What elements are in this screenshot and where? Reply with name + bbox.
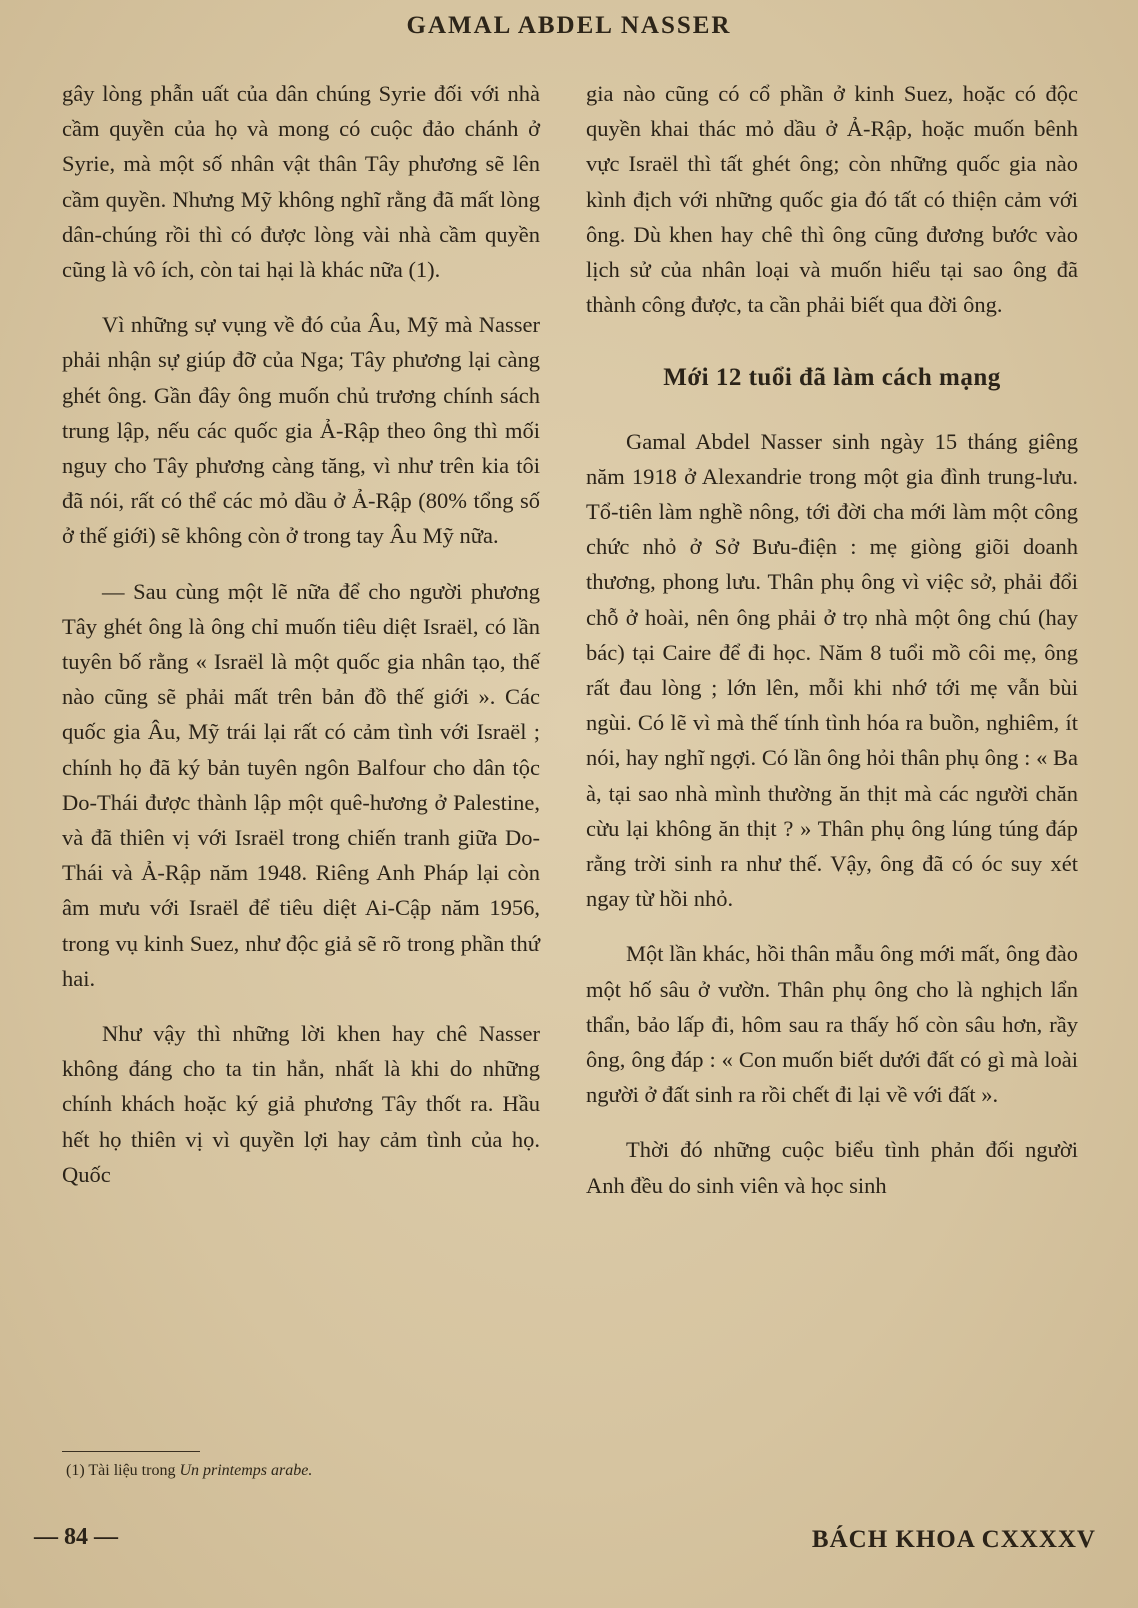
paragraph: Như vậy thì những lời khen hay chê Nasser không đáng cho ta tin hẳn, nhất là khi do những chính khách hoặc ký giả phương Tây thốt ra. Hầu hết họ thiên vị vì quyền lợi hay cảm tình của họ. Quốc [62, 1021, 540, 1187]
paragraph: Thời đó những cuộc biểu tình phản đối người Anh đều do sinh viên và học sinh [586, 1137, 1078, 1198]
paragraph: — Sau cùng một lẽ nữa để cho người phương Tây ghét ông là ông chỉ muốn tiêu diệt Israël, có lần tuyên bố rằng « Israël là một quốc gia nhân tạo, thế nào cũng sẽ phải mất trên bản đồ thế giới ». Các quốc gia Âu, Mỹ trái lại rất có cảm tình với Israël ; chính họ đã ký bản tuyên ngôn Balfour cho dân tộc Do-Thái được thành lập một quê-hương ở Palestine, và đã thiên vị với Israël trong chiến tranh giữa Do-Thái và Ả-Rập năm 1948. Riêng Anh Pháp lại còn âm mưu với Israël để tiêu diệt Ai-Cập năm 1956, trong vụ kinh Suez, như độc giả sẽ rõ trong phần thứ hai. [62, 578, 540, 991]
paragraph: gây lòng phẫn uất của dân chúng Syrie đối với nhà cầm quyền của họ và mong có cuộc đảo chánh ở Syrie, mà một số nhân vật thân Tây phương sẽ lên cầm quyền. Nhưng Mỹ không nghĩ rằng đã mất lòng dân-chúng rồi thì có được lòng vài nhà cầm quyền cũng là vô ích, còn tai hại là khác nữa (1). [62, 81, 540, 283]
paragraph: Gamal Abdel Nasser sinh ngày 15 tháng giêng năm 1918 ở Alexandrie trong một gia đình trung-lưu. Tổ-tiên làm nghề nông, tới đời cha mới làm một công chức nhỏ ở Sở Bưu-điện : mẹ giòng giõi doanh thương, phong lưu. Thân phụ ông vì việc sở, phải đổi chỗ ở hoài, nên ông phải ở trọ nhà một ông chú (hay bác) tại Caire để đi học. Năm 8 tuổi mồ côi mẹ, ông rất đau lòng ; lớn lên, mỗi khi nhớ tới mẹ vẫn bùi ngùi. Có lẽ vì mà thế tính tình hóa ra buồn, nghiêm, ít nói, hay nghĩ ngợi. Có lần ông hỏi thân phụ ông : « Ba à, tại sao nhà mình thường ăn thịt mà các người chăn cừu lại không ăn thịt ? » Thân phụ ông lúng túng đáp rằng trời sinh ra như thế. Vậy, ông đã có óc suy xét ngay từ hồi nhỏ. [586, 428, 1078, 912]
section-heading: Mới 12 tuổi đã làm cách mạng [663, 364, 1001, 392]
running-title: GAMAL ABDEL NASSER [406, 12, 732, 39]
footnote-divider [62, 1451, 200, 1452]
footnote-source-title: Un printemps arabe. [179, 1462, 313, 1479]
page-number: — 84 — [34, 1524, 118, 1550]
journal-issue: BÁCH KHOA CXXXXV [811, 1526, 1096, 1553]
right-column [586, 76, 1078, 1223]
left-column [62, 76, 540, 1212]
paragraph: Vì những sự vụng về đó của Âu, Mỹ mà Nasser phải nhận sự giúp đỡ của Nga; Tây phương lại càng ghét ông. Gần đây ông muốn chủ trương chính sách trung lập, nếu các quốc gia Ả-Rập theo ông thì mối nguy cho Tây phương càng tăng, vì như trên kia tôi đã nói, rất có thể các mỏ dầu ở Ả-Rập (80% tổng số ở thế giới) sẽ không còn ở trong tay Âu Mỹ nữa. [62, 312, 540, 549]
footnote [66, 1462, 312, 1480]
paragraph: Một lần khác, hồi thân mẫu ông mới mất, ông đào một hố sâu ở vườn. Thân phụ ông cho là nghịch lẩn thẩn, bảo lấp đi, hôm sau ra thấy hố còn sâu hơn, rầy ông, ông đáp : « Con muốn biết dưới đất có gì mà loài người ở đất sinh ra rồi chết đi lại về với đất ». [586, 941, 1078, 1108]
footnote-text: (1) Tài liệu trong [66, 1462, 176, 1479]
paragraph: gia nào cũng có cổ phần ở kinh Suez, hoặc có độc quyền khai thác mỏ dầu ở Ả-Rập, hoặc muốn bênh vực Israël thì tất ghét ông; còn những quốc gia nào kình địch với những quốc gia đó tất có thiện cảm với ông. Dù khen hay chê thì ông cũng đương bước vào lịch sử của nhân loại và muốn hiểu tại sao ông đã thành công được, ta cần phải biết qua đời ông. [586, 81, 1078, 318]
